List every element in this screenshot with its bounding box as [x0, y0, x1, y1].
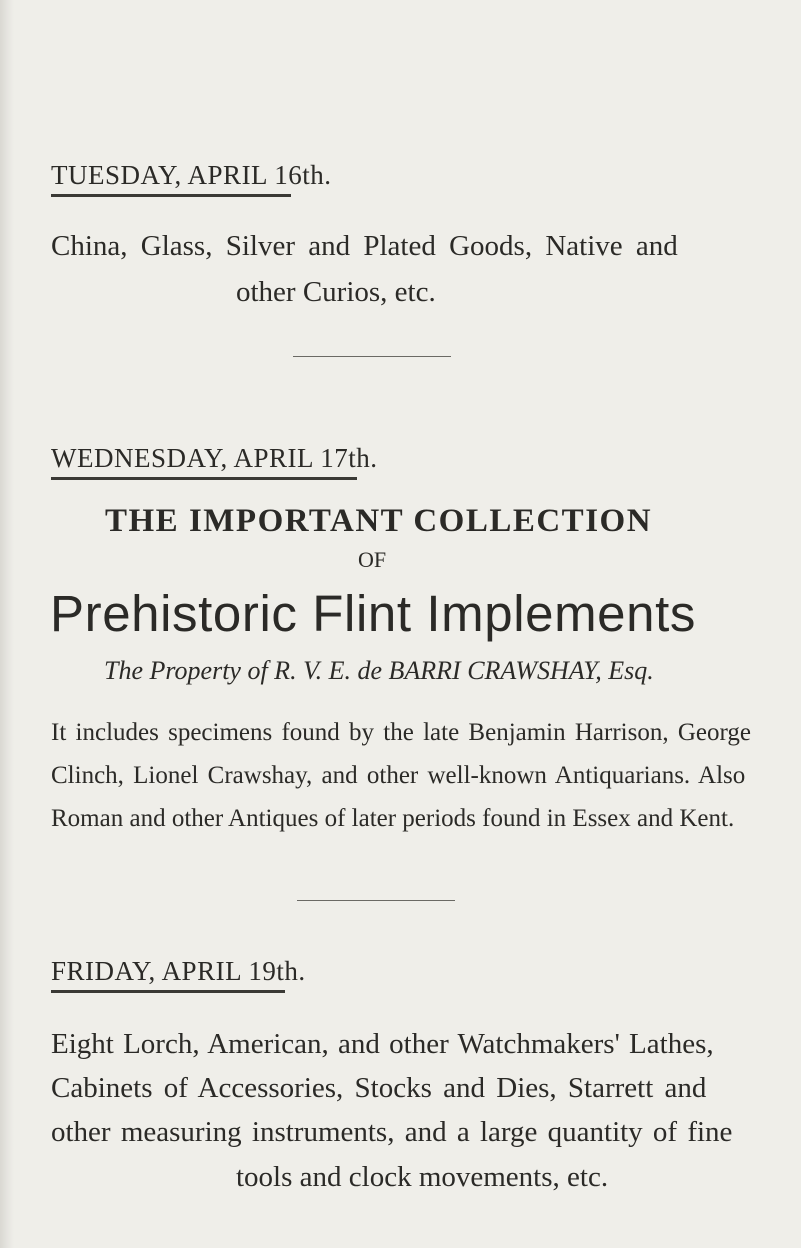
tuesday-underline [51, 194, 291, 197]
tuesday-line-2: other Curios, etc. [236, 276, 436, 308]
friday-line-2: Cabinets of Accessories, Stocks and Dies, Starrett and [51, 1072, 707, 1104]
wednesday-heading: WEDNESDAY, APRIL 17th. [51, 443, 378, 473]
collection-line-2: Clinch, Lionel Crawshay, and other well-known Antiquarians. Also [51, 762, 746, 789]
friday-line-1: Eight Lorch, American, and other Watchmakers' Lathes, [51, 1028, 714, 1060]
wednesday-underline [51, 477, 357, 480]
property-line: The Property of R. V. E. de BARRI CRAWSHAY, Esq. [104, 656, 654, 685]
tuesday-line-1: China, Glass, Silver and Plated Goods, Native and [51, 230, 678, 262]
friday-underline [51, 990, 285, 993]
collection-of: OF [358, 547, 387, 572]
friday-heading: FRIDAY, APRIL 19th. [51, 956, 306, 986]
friday-line-4: tools and clock movements, etc. [236, 1161, 609, 1193]
collection-title: THE IMPORTANT COLLECTION [105, 503, 653, 539]
collection-subject: Prehistoric Flint Implements [50, 585, 696, 642]
section-divider-1 [293, 356, 451, 357]
friday-line-3: other measuring instruments, and a large quantity of fine [51, 1116, 733, 1148]
section-divider-2 [297, 900, 455, 901]
collection-line-1: It includes specimens found by the late Benjamin Harrison, George [51, 719, 751, 746]
collection-line-3: Roman and other Antiques of later periods found in Essex and Kent. [51, 805, 735, 832]
tuesday-heading: TUESDAY, APRIL 16th. [51, 160, 332, 190]
page-edge [0, 0, 14, 1248]
